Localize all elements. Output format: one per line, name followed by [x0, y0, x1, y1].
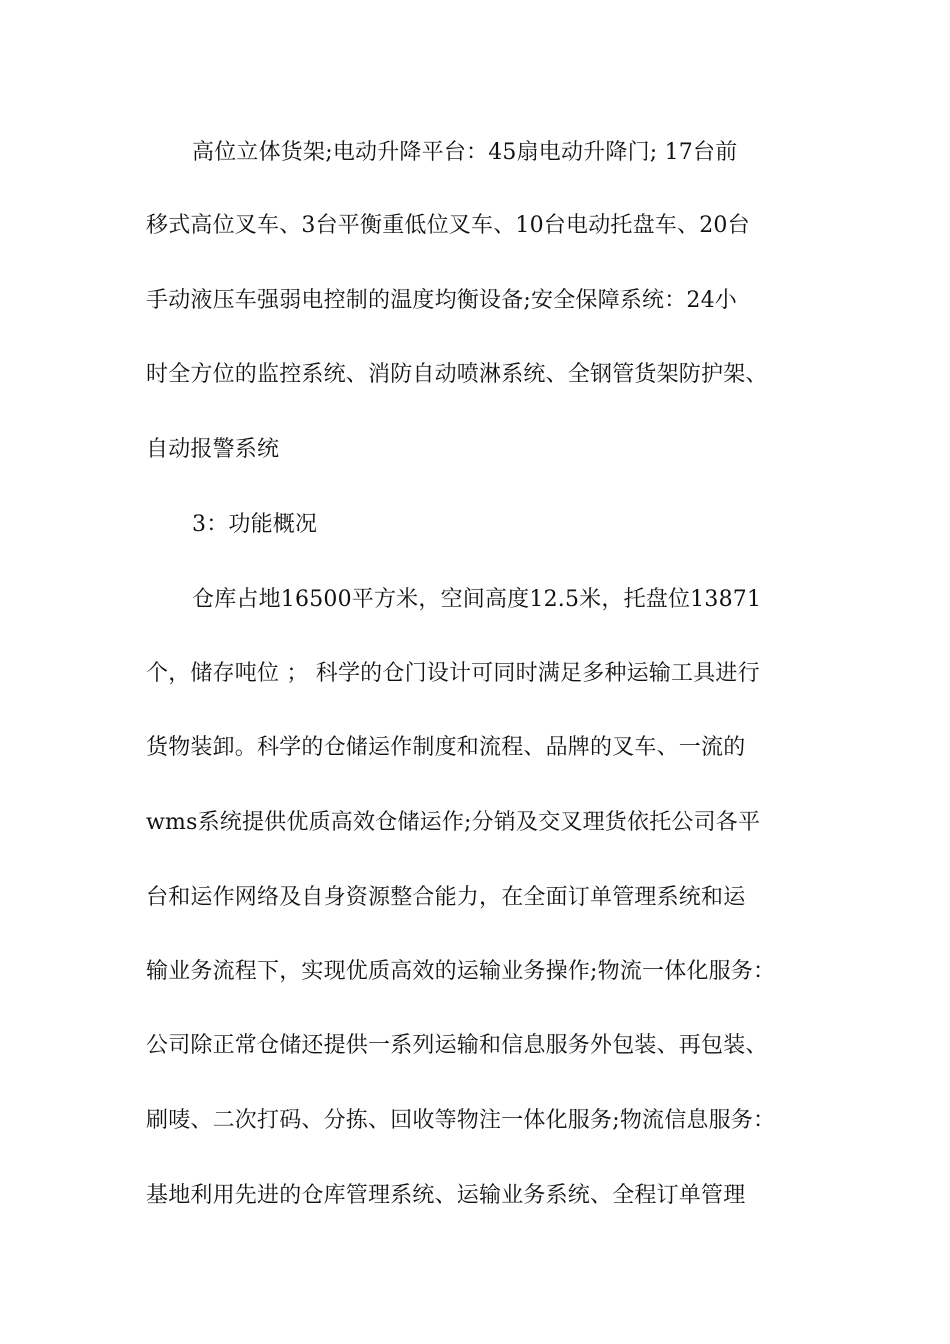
text-line: 输业务流程下，实现优质高效的运输业务操作;物流一体化服务： — [146, 959, 776, 984]
section-heading: 3：功能概况 — [192, 512, 318, 537]
text-line: wms系统提供优质高效仓储运作;分销及交叉理货依托公司各平 — [146, 810, 761, 835]
text-line: 货物装卸。科学的仓储运作制度和流程、品牌的叉车、一流的 — [146, 735, 746, 760]
text-line: 手动液压车强弱电控制的温度均衡设备;安全保障系统：24小 — [146, 288, 738, 313]
text-line: 刷唛、二次打码、分拣、回收等物注一体化服务;物流信息服务： — [146, 1108, 776, 1133]
text-line: 基地利用先进的仓库管理系统、运输业务系统、全程订单管理 — [146, 1183, 746, 1208]
text-line: 公司除正常仓储还提供一系列运输和信息服务外包装、再包装、 — [146, 1033, 768, 1058]
text-line: 时全方位的监控系统、消防自动喷淋系统、全钢管货架防护架、 — [146, 362, 768, 387]
text-line: 自动报警系统 — [146, 437, 280, 462]
text-line: 个，储存吨位 ； 科学的仓门设计可同时满足多种运输工具进行 — [146, 661, 760, 686]
text-line: 高位立体货架;电动升降平台：45扇电动升降门; 17台前 — [192, 140, 738, 165]
text-line: 台和运作网络及自身资源整合能力，在全面订单管理系统和运 — [146, 885, 746, 910]
text-line: 仓库占地16500平方米，空间高度12.5米，托盘位13871 — [192, 587, 762, 612]
text-line: 移式高位叉车、3台平衡重低位叉车、10台电动托盘车、20台 — [146, 213, 750, 238]
